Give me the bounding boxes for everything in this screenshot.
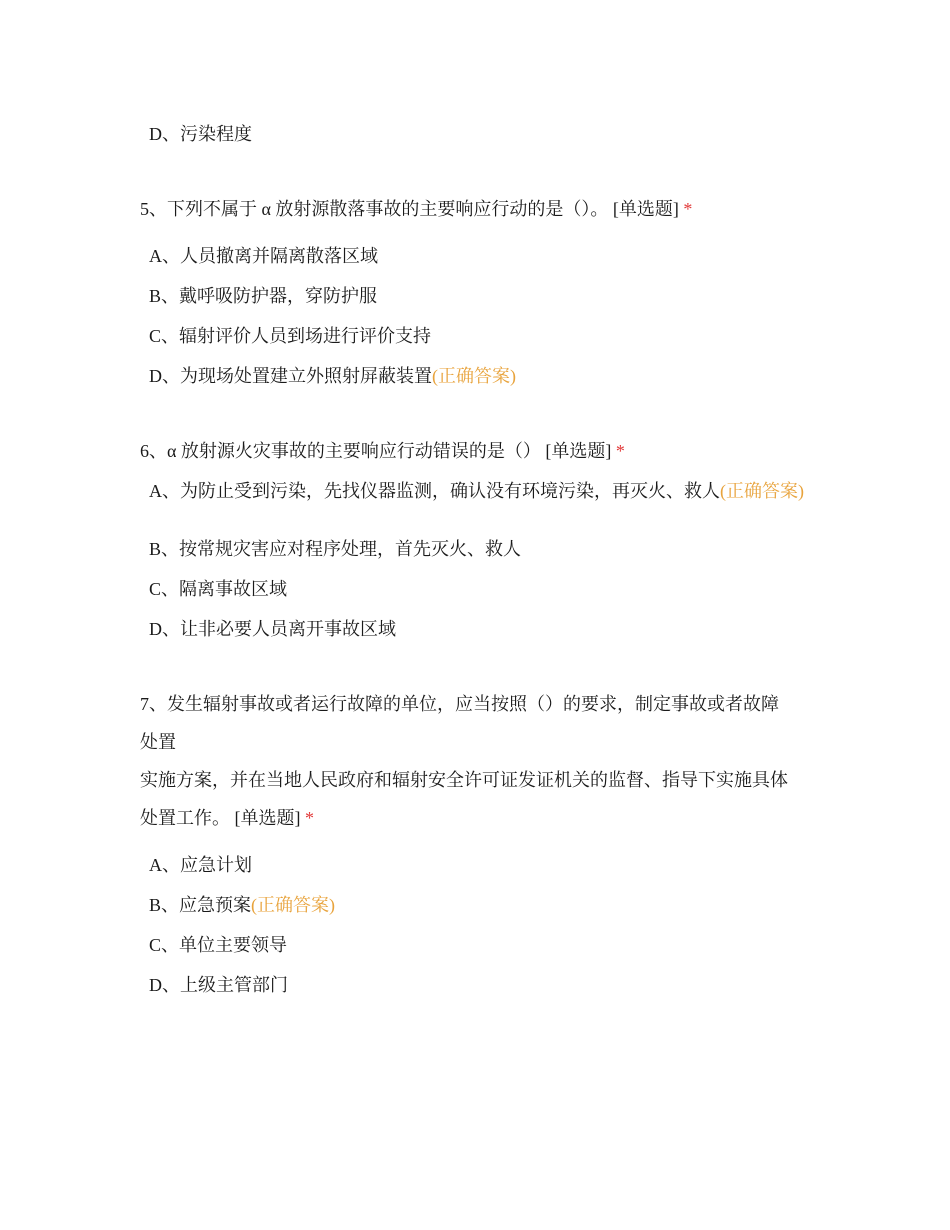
q5-option-c[interactable] bbox=[149, 323, 809, 349]
required-marker: * bbox=[305, 808, 314, 828]
q6-title bbox=[140, 432, 820, 470]
q6-option-a[interactable] bbox=[149, 478, 809, 504]
question-text-line: 7、发生辐射事故或者运行故障的单位，应当按照（）的要求，制定事故或者故障 bbox=[140, 694, 779, 714]
option-text: D、为现场处置建立外照射屏蔽装置 bbox=[149, 366, 432, 386]
correct-answer-tag: (正确答案) bbox=[432, 366, 516, 386]
required-marker: * bbox=[615, 441, 625, 461]
option-text: A、为防止受到污染，先找仪器监测，确认没有环境污染，再灭火、救人 bbox=[149, 481, 720, 501]
option-text: A、人员撤离并隔离散落区域 bbox=[149, 246, 378, 266]
q4-option-d[interactable] bbox=[149, 121, 809, 147]
q7-option-b[interactable] bbox=[149, 892, 809, 918]
option-text: C、单位主要领导 bbox=[149, 935, 288, 955]
option-text: C、隔离事故区域 bbox=[149, 579, 288, 599]
question-text-line-last bbox=[140, 799, 820, 837]
option-text: D、污染程度 bbox=[149, 124, 252, 144]
q7-option-c[interactable] bbox=[149, 932, 809, 958]
required-marker: * bbox=[683, 199, 693, 219]
q5-option-b[interactable] bbox=[149, 283, 809, 309]
q7-option-d[interactable] bbox=[149, 972, 809, 998]
correct-answer-tag: (正确答案) bbox=[251, 895, 336, 915]
option-text: D、让非必要人员离开事故区域 bbox=[149, 619, 396, 639]
question-text-line: 实施方案，并在当地人民政府和辐射安全许可证发证机关的监督、指导下实施具体 bbox=[140, 770, 788, 790]
q7-title bbox=[140, 685, 820, 837]
q7-option-a[interactable] bbox=[149, 852, 809, 878]
option-text: D、上级主管部门 bbox=[149, 975, 288, 995]
q5-option-a[interactable] bbox=[149, 243, 809, 269]
question-text: 5、下列不属于 α 放射源散落事故的主要响应行动的是（）。 [单选题] bbox=[140, 199, 679, 219]
question-text-line: 处置 bbox=[140, 732, 176, 752]
option-text: B、戴呼吸防护器，穿防护服 bbox=[149, 286, 378, 306]
option-text: B、应急预案 bbox=[149, 895, 252, 915]
q6-option-c[interactable] bbox=[149, 576, 809, 602]
q5-title bbox=[140, 190, 820, 228]
question-text: 处置工作。 [单选题] bbox=[140, 808, 301, 828]
q5-option-d[interactable] bbox=[149, 363, 809, 389]
q6-option-d[interactable] bbox=[149, 616, 809, 642]
q6-option-b[interactable] bbox=[149, 536, 809, 562]
correct-answer-tag: (正确答案) bbox=[720, 481, 804, 501]
question-text: 6、α 放射源火灾事故的主要响应行动错误的是（） [单选题] bbox=[140, 441, 612, 461]
option-text: C、辐射评价人员到场进行评价支持 bbox=[149, 326, 432, 346]
option-text: A、应急计划 bbox=[149, 855, 252, 875]
option-text: B、按常规灾害应对程序处理，首先灭火、救人 bbox=[149, 539, 522, 559]
